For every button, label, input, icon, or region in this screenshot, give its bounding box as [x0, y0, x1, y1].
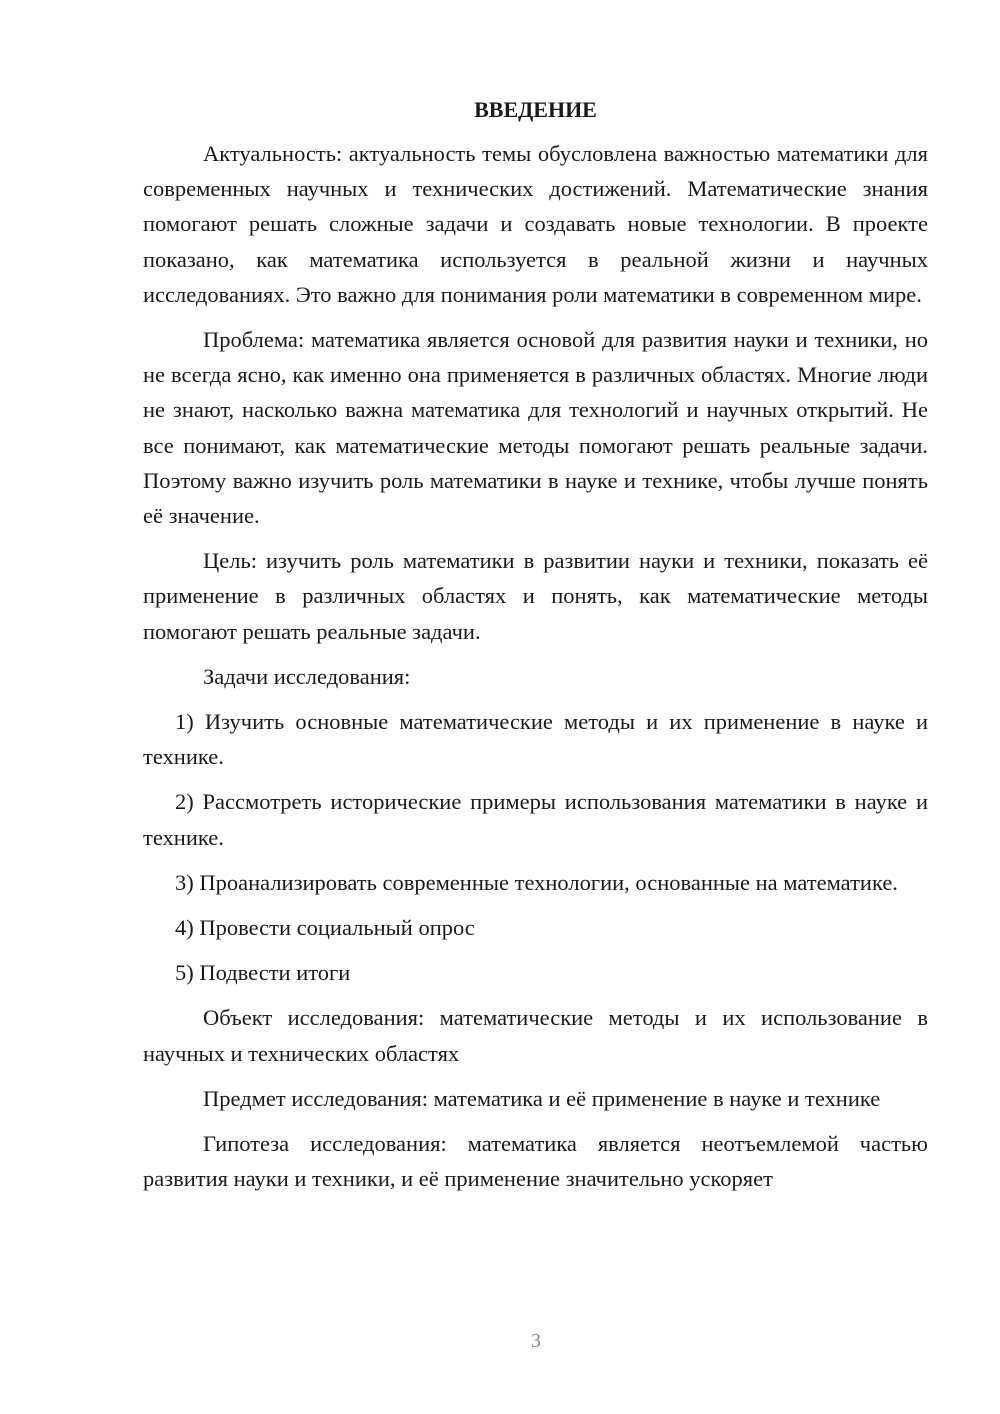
task-item: 2) Рассмотреть исторические примеры использования математики в науке и технике. — [143, 789, 928, 850]
task-item: 4) Провести социальный опрос — [175, 915, 475, 941]
task-item: 1) Изучить основные математические методы и их применение в науке и технике. — [143, 709, 928, 770]
page-title: ВВЕДЕНИЕ — [474, 97, 597, 122]
task-item: 5) Подвести итоги — [175, 960, 351, 986]
task-item: 3) Проанализировать современные технологии, основанные на математике. — [175, 869, 898, 895]
paragraph-hypothesis: Гипотеза исследования: математика является неотъемлемой частью развития науки и техники, и её применение значительно ускоряет — [143, 1131, 928, 1192]
paragraph-goal: Цель: изучить роль математики в развитии науки и техники, показать её применение в различных областях и понять, как математические методы помогают решать реальные задачи. — [143, 548, 928, 644]
tasks-heading: Задачи исследования: — [203, 663, 411, 689]
paragraph-object: Объект исследования: математические методы и их использование в научных и технических областях — [143, 1005, 928, 1066]
paragraph-subject: Предмет исследования: математика и её применение в науке и технике — [203, 1085, 881, 1111]
page-number: 3 — [531, 1330, 541, 1352]
document-page — [143, 94, 928, 1206]
paragraph-relevance: Актуальность: актуальность темы обусловлена важностью математики для современных научных и технических достижений. Математические знания помогают решать сложные задачи и создавать новые технологии. В проекте показано, как математика используется в реальной жизни и научных исследованиях. Это важно для понимания роли математики в современном мире. — [143, 141, 928, 307]
paragraph-problem: Проблема: математика является основой для развития науки и техники, но не всегда ясно, как именно она применяется в различных областях. Многие люди не знают, насколько важна математика для технологий и научных открытий. Не все понимают, как математические методы помогают решать реальные задачи. Поэтому важно изучить роль математики в науке и технике, чтобы лучше понять её значение. — [143, 327, 928, 529]
